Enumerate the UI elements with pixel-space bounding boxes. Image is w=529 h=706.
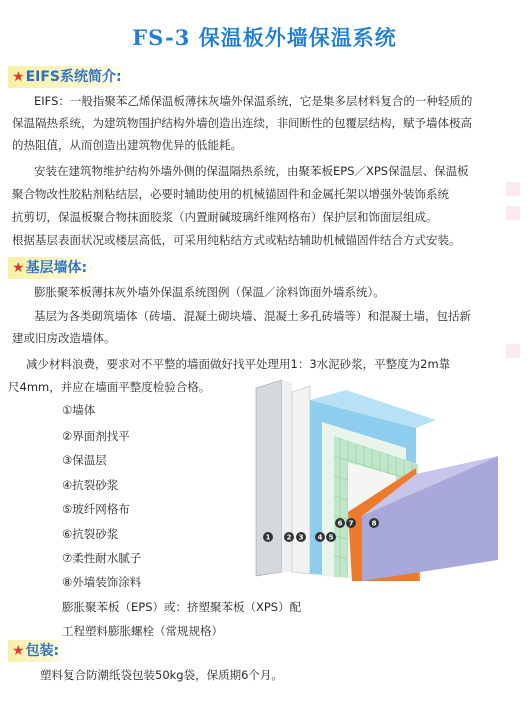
wall-layer-diagram (236, 376, 529, 586)
legend-item: ③保温层 (62, 453, 107, 467)
section-heading-base-wall (8, 257, 95, 279)
note-line: 膨胀聚苯板（EPS）或：挤塑聚苯板（XPS）配 (62, 600, 302, 614)
paragraph-line: 塑料复合防潮纸袋包装50kg袋，保质期6个月。 (40, 668, 283, 682)
legend-item: ⑧外墙装饰涂料 (62, 575, 142, 589)
section-heading-eifs (8, 66, 130, 88)
section-heading-label: EIFS系统简介: (25, 69, 122, 85)
legend-item: ④抗裂砂浆 (62, 478, 119, 492)
legend-item: ⑦柔性耐水腻子 (62, 551, 142, 565)
note-line: 工程塑料膨胀螺栓（常规规格） (62, 624, 223, 638)
marker-4-label: 4 (317, 533, 323, 542)
legend-item: ⑥抗裂砂浆 (62, 527, 119, 541)
marker-8-label: 8 (371, 519, 377, 528)
paragraph-line: 根据基层表面状况或楼层高低，可采用纯粘结方式或粘结辅助机械锚固件结合方式安装。 (12, 233, 461, 247)
paragraph-line: 减少材料浪费，要求对不平整的墙面做好找平处理用1：3水泥砂浆，平整度为2m靠 (26, 357, 451, 371)
marker-5-label: 5 (328, 533, 334, 542)
marker-7-label: 7 (348, 519, 354, 528)
paragraph-line: 的热阻值，从而创造出建筑物优异的低能耗。 (12, 138, 242, 152)
layer-wall-edge (282, 380, 292, 572)
marker-2-label: 2 (286, 533, 292, 542)
marker-1-label: 1 (265, 533, 271, 542)
marker-6-label: 6 (337, 519, 343, 528)
section-heading-label: 基层墙体: (25, 260, 88, 276)
star-icon: ★ (12, 260, 25, 276)
decorative-mark (506, 206, 520, 220)
paragraph-line: 聚合物改性胶粘剂粘结层，必要时辅助使用的机械锚固件和金属托架以增强外装饰系统 (12, 187, 449, 201)
section-heading-label: 包装: (25, 643, 60, 659)
star-icon: ★ (12, 643, 25, 659)
decorative-mark (506, 182, 520, 196)
marker-3-label: 3 (298, 533, 304, 542)
star-icon: ★ (12, 69, 25, 85)
legend-item: ①墙体 (62, 403, 96, 417)
page-title: FS-3 保温板外墙保温系统 (132, 25, 397, 50)
paragraph-line: 保温隔热系统，为建筑物围护结构外墙创造出连续，非间断性的包覆层结构，赋予墙体极高 (12, 116, 472, 130)
decorative-mark (506, 344, 520, 358)
section-heading-packaging (8, 640, 67, 662)
paragraph-line: 膨胀聚苯板薄抹灰外墙外保温系统图例（保温／涂料饰面外墙系统）。 (34, 285, 385, 299)
paragraph-line: 尺4mm，并应在墙面平整度检验合格。 (8, 380, 211, 394)
layer-wall (256, 380, 282, 576)
legend-item: ②界面剂找平 (62, 429, 130, 443)
legend-item: ⑤玻纤网格布 (62, 502, 130, 516)
paragraph-line: 基层为各类砌筑墙体（砖墙、混凝土砌块墙、混凝土多孔砖墙等）和混凝土墙，包括新 (34, 309, 471, 323)
paragraph-line: 安装在建筑物维护结构外墙外侧的保温隔热系统，由聚苯板EPS／XPS保温层、保温板 (34, 164, 469, 178)
paragraph-line: 建或旧房改造墙体。 (12, 331, 116, 345)
paragraph-line: EIFS：一般指聚苯乙烯保温板薄抹灰墙外保温系统，它是集多层材料复合的一种轻质的 (34, 94, 473, 108)
layer-interface-agent (292, 386, 310, 574)
paragraph-line: 抗剪切，保温板聚合物抹面胶浆（内置耐碱玻璃纤维网格布）保护层和饰面层组成。 (12, 210, 438, 224)
